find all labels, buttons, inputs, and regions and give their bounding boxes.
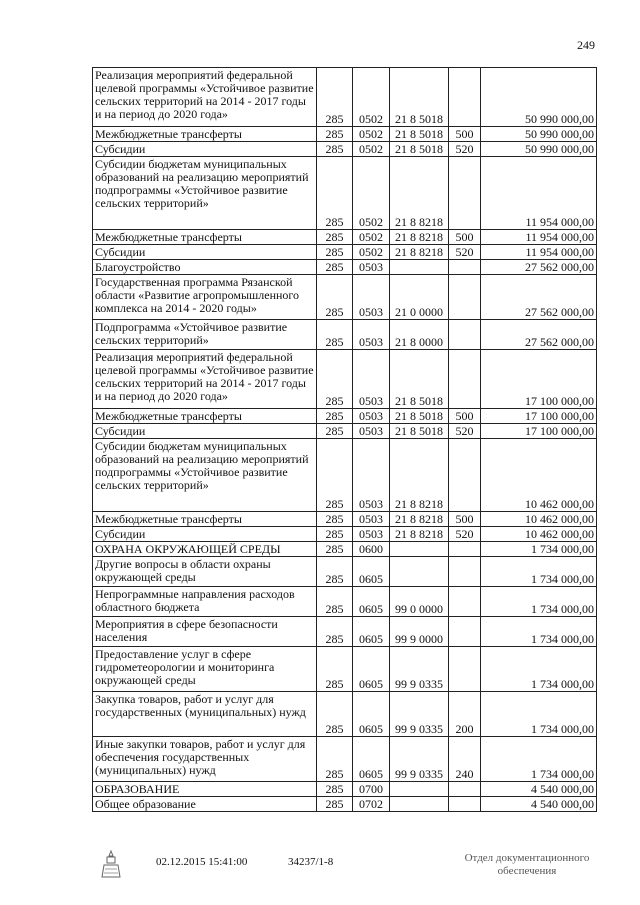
amount: 10 462 000,00 [481, 512, 597, 527]
target-article-code: 21 8 8218 [390, 512, 449, 527]
table-row [93, 157, 597, 230]
table-row [93, 587, 597, 617]
section-code: 0502 [353, 230, 390, 245]
target-article-code: 21 8 8218 [390, 439, 449, 512]
expense-type-code: 500 [449, 230, 481, 245]
row-name: Реализация мероприятий федеральной целевой программы «Устойчивое развитие сельских территорий на 2014 - 2017 годы и на период до 2020 года» [93, 68, 317, 127]
amount: 4 540 000,00 [481, 782, 597, 797]
table-row [93, 527, 597, 542]
row-name: Благоустройство [93, 260, 317, 275]
expense-type-code [449, 275, 481, 320]
table-row [93, 142, 597, 157]
amount: 27 562 000,00 [481, 320, 597, 350]
amount: 1 734 000,00 [481, 647, 597, 692]
amount: 11 954 000,00 [481, 245, 597, 260]
grbs-code: 285 [317, 782, 353, 797]
target-article-code: 99 9 0335 [390, 692, 449, 737]
grbs-code: 285 [317, 587, 353, 617]
expense-type-code [449, 557, 481, 587]
target-article-code: 21 8 5018 [390, 409, 449, 424]
table-row [93, 245, 597, 260]
row-name: Подпрограмма «Устойчивое развитие сельских территорий» [93, 320, 317, 350]
section-code: 0605 [353, 557, 390, 587]
expense-type-code [449, 320, 481, 350]
grbs-code: 285 [317, 439, 353, 512]
grbs-code: 285 [317, 512, 353, 527]
row-name: Субсидии [93, 527, 317, 542]
target-article-code: 99 9 0000 [390, 617, 449, 647]
amount: 11 954 000,00 [481, 157, 597, 230]
row-name: Межбюджетные трансферты [93, 230, 317, 245]
row-name: Межбюджетные трансферты [93, 512, 317, 527]
target-article-code: 21 8 5018 [390, 127, 449, 142]
expense-type-code: 520 [449, 142, 481, 157]
row-name: Субсидии [93, 424, 317, 439]
row-name: Субсидии бюджетам муниципальных образований на реализацию мероприятий подпрограммы «Устойчивое развитие сельских территорий» [93, 157, 317, 230]
expense-type-code [449, 157, 481, 230]
section-code: 0503 [353, 527, 390, 542]
row-name: Мероприятия в сфере безопасности населения [93, 617, 317, 647]
section-code: 0605 [353, 737, 390, 782]
section-code: 0503 [353, 350, 390, 409]
section-code: 0502 [353, 127, 390, 142]
grbs-code: 285 [317, 647, 353, 692]
amount: 27 562 000,00 [481, 275, 597, 320]
grbs-code: 285 [317, 692, 353, 737]
target-article-code: 99 9 0335 [390, 737, 449, 782]
amount: 1 734 000,00 [481, 692, 597, 737]
grbs-code: 285 [317, 245, 353, 260]
row-name: Межбюджетные трансферты [93, 409, 317, 424]
section-code: 0502 [353, 68, 390, 127]
row-name: Непрограммные направления расходов областного бюджета [93, 587, 317, 617]
grbs-code: 285 [317, 230, 353, 245]
grbs-code: 285 [317, 127, 353, 142]
row-name: Общее образование [93, 797, 317, 812]
budget-table [92, 67, 597, 812]
expense-type-code [449, 587, 481, 617]
amount: 1 734 000,00 [481, 587, 597, 617]
table-row [93, 542, 597, 557]
grbs-code: 285 [317, 157, 353, 230]
target-article-code [390, 797, 449, 812]
expense-type-code: 240 [449, 737, 481, 782]
section-code: 0702 [353, 797, 390, 812]
amount: 17 100 000,00 [481, 350, 597, 409]
table-row [93, 275, 597, 320]
table-row [93, 557, 597, 587]
expense-type-code: 520 [449, 424, 481, 439]
section-code: 0502 [353, 142, 390, 157]
table-row [93, 797, 597, 812]
section-code: 0605 [353, 587, 390, 617]
grbs-code: 285 [317, 797, 353, 812]
footer-date: 02.12.2015 15:41:00 [156, 856, 248, 868]
section-code: 0503 [353, 409, 390, 424]
table-row [93, 439, 597, 512]
target-article-code: 99 9 0335 [390, 647, 449, 692]
grbs-code: 285 [317, 542, 353, 557]
row-name: ОХРАНА ОКРУЖАЮЩЕЙ СРЕДЫ [93, 542, 317, 557]
row-name: Субсидии [93, 245, 317, 260]
grbs-code: 285 [317, 350, 353, 409]
grbs-code: 285 [317, 409, 353, 424]
amount: 10 462 000,00 [481, 439, 597, 512]
table-row [93, 424, 597, 439]
amount: 1 734 000,00 [481, 557, 597, 587]
page-number: 249 [577, 38, 595, 52]
grbs-code: 285 [317, 557, 353, 587]
target-article-code [390, 557, 449, 587]
target-article-code [390, 782, 449, 797]
table-row [93, 692, 597, 737]
grbs-code: 285 [317, 737, 353, 782]
row-name: Закупка товаров, работ и услуг для государственных (муниципальных) нужд [93, 692, 317, 737]
section-code: 0503 [353, 512, 390, 527]
grbs-code: 285 [317, 260, 353, 275]
document-stamp-icon [98, 849, 124, 879]
grbs-code: 285 [317, 617, 353, 647]
target-article-code: 21 8 5018 [390, 68, 449, 127]
section-code: 0502 [353, 245, 390, 260]
amount: 1 734 000,00 [481, 542, 597, 557]
row-name: Другие вопросы в области охраны окружающей среды [93, 557, 317, 587]
table-row [93, 737, 597, 782]
grbs-code: 285 [317, 320, 353, 350]
amount: 1 734 000,00 [481, 617, 597, 647]
row-name: Иные закупки товаров, работ и услуг для обеспечения государственных (муниципальных) нужд [93, 737, 317, 782]
table-row [93, 230, 597, 245]
target-article-code: 21 0 0000 [390, 275, 449, 320]
target-article-code [390, 260, 449, 275]
section-code: 0700 [353, 782, 390, 797]
amount: 50 990 000,00 [481, 68, 597, 127]
table-row [93, 260, 597, 275]
table-row [93, 647, 597, 692]
target-article-code: 21 8 0000 [390, 320, 449, 350]
amount: 50 990 000,00 [481, 127, 597, 142]
expense-type-code [449, 647, 481, 692]
table-row [93, 512, 597, 527]
table-row [93, 320, 597, 350]
table-row [93, 409, 597, 424]
expense-type-code [449, 617, 481, 647]
target-article-code: 21 8 8218 [390, 157, 449, 230]
expense-type-code [449, 68, 481, 127]
amount: 10 462 000,00 [481, 527, 597, 542]
table-row [93, 68, 597, 127]
expense-type-code: 500 [449, 409, 481, 424]
row-name: Реализация мероприятий федеральной целевой программы «Устойчивое развитие сельских территорий на 2014 - 2017 годы и на период до 2020 года» [93, 350, 317, 409]
target-article-code: 21 8 5018 [390, 350, 449, 409]
section-code: 0503 [353, 260, 390, 275]
expense-type-code: 520 [449, 245, 481, 260]
row-name: ОБРАЗОВАНИЕ [93, 782, 317, 797]
expense-type-code [449, 260, 481, 275]
grbs-code: 285 [317, 527, 353, 542]
expense-type-code [449, 542, 481, 557]
target-article-code: 21 8 8218 [390, 230, 449, 245]
amount: 11 954 000,00 [481, 230, 597, 245]
table-row [93, 782, 597, 797]
expense-type-code: 520 [449, 527, 481, 542]
footer-document-number: 34237/1-8 [288, 856, 334, 868]
target-article-code: 21 8 8218 [390, 245, 449, 260]
section-code: 0605 [353, 692, 390, 737]
target-article-code [390, 542, 449, 557]
section-code: 0503 [353, 439, 390, 512]
amount: 17 100 000,00 [481, 424, 597, 439]
expense-type-code: 500 [449, 127, 481, 142]
section-code: 0503 [353, 424, 390, 439]
section-code: 0605 [353, 647, 390, 692]
section-code: 0503 [353, 275, 390, 320]
row-name: Государственная программа Рязанской области «Развитие агропромышленного комплекса на 2014 - 2020 годы» [93, 275, 317, 320]
expense-type-code [449, 439, 481, 512]
table-row [93, 127, 597, 142]
amount: 4 540 000,00 [481, 797, 597, 812]
expense-type-code [449, 350, 481, 409]
section-code: 0605 [353, 617, 390, 647]
row-name: Предоставление услуг в сфере гидрометеорологии и мониторинга окружающей среды [93, 647, 317, 692]
grbs-code: 285 [317, 142, 353, 157]
amount: 1 734 000,00 [481, 737, 597, 782]
row-name: Межбюджетные трансферты [93, 127, 317, 142]
section-code: 0502 [353, 157, 390, 230]
grbs-code: 285 [317, 424, 353, 439]
expense-type-code: 500 [449, 512, 481, 527]
footer-department: Отдел документационного обеспечения [464, 852, 590, 877]
section-code: 0600 [353, 542, 390, 557]
grbs-code: 285 [317, 275, 353, 320]
target-article-code: 21 8 5018 [390, 424, 449, 439]
amount: 50 990 000,00 [481, 142, 597, 157]
row-name: Субсидии [93, 142, 317, 157]
table-row [93, 617, 597, 647]
expense-type-code [449, 782, 481, 797]
row-name: Субсидии бюджетам муниципальных образований на реализацию мероприятий подпрограммы «Устойчивое развитие сельских территорий» [93, 439, 317, 512]
section-code: 0503 [353, 320, 390, 350]
amount: 27 562 000,00 [481, 260, 597, 275]
target-article-code: 99 0 0000 [390, 587, 449, 617]
table-row [93, 350, 597, 409]
expense-type-code: 200 [449, 692, 481, 737]
amount: 17 100 000,00 [481, 409, 597, 424]
expense-type-code [449, 797, 481, 812]
target-article-code: 21 8 8218 [390, 527, 449, 542]
target-article-code: 21 8 5018 [390, 142, 449, 157]
grbs-code: 285 [317, 68, 353, 127]
